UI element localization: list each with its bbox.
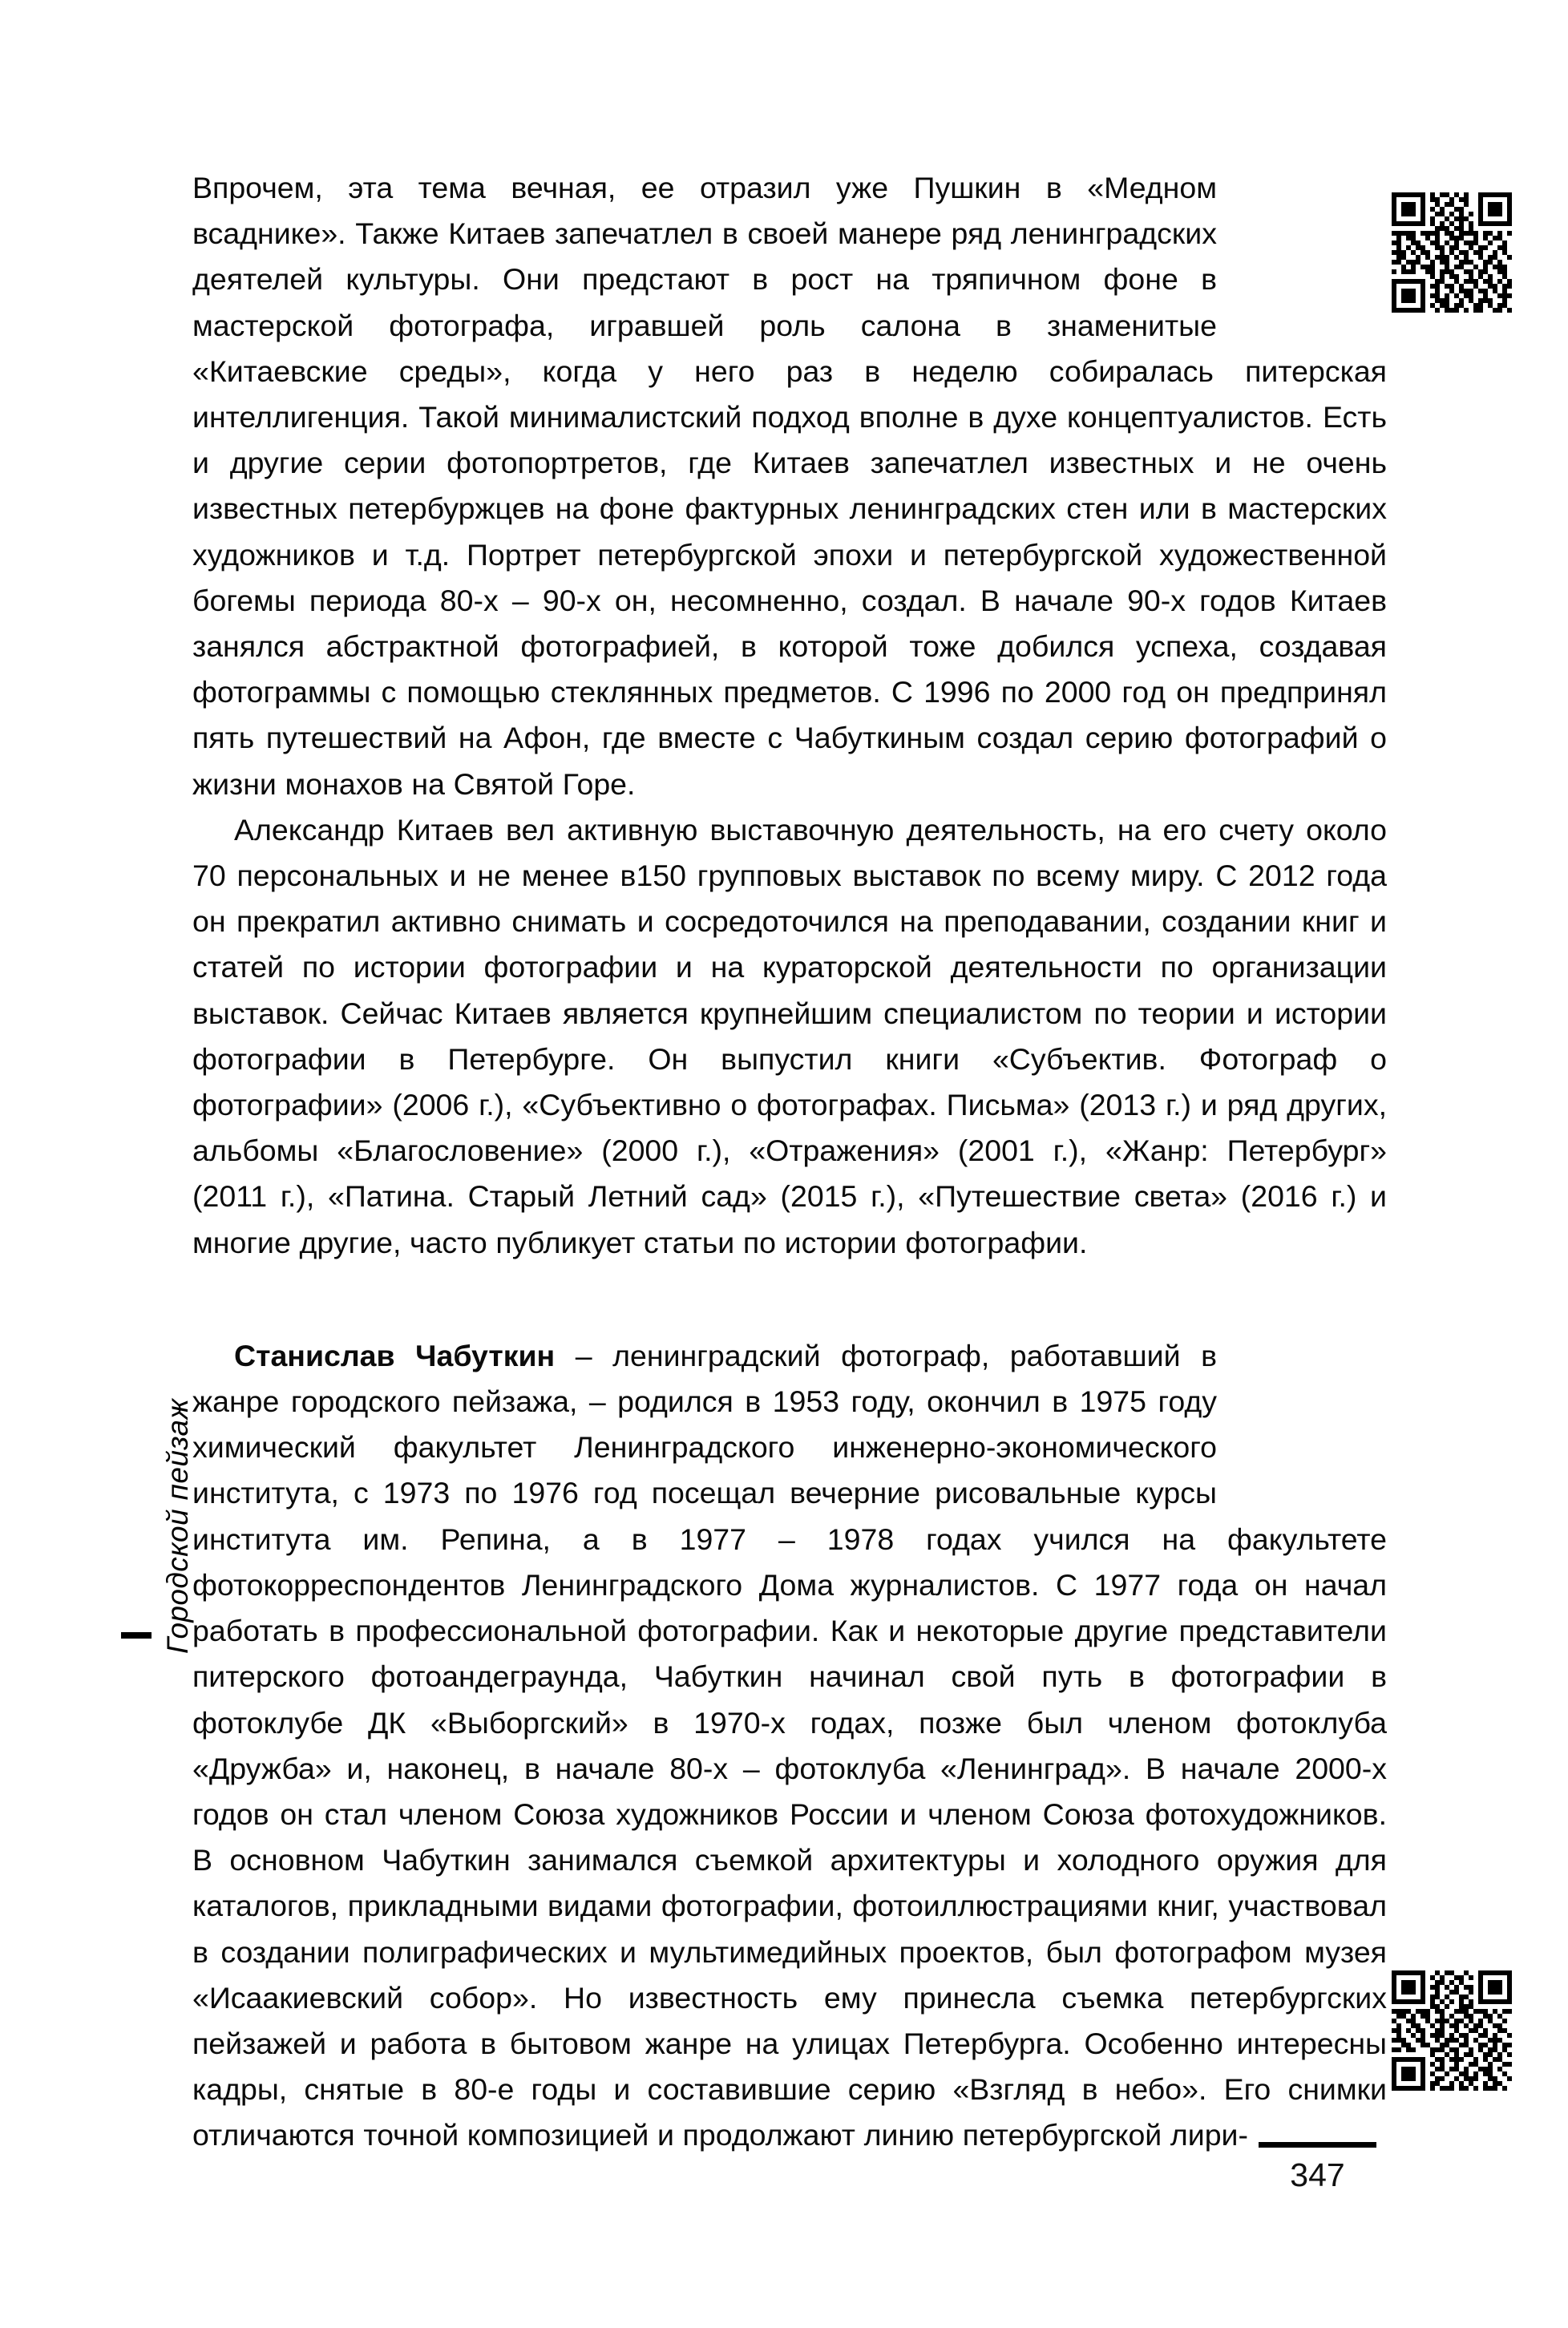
qr-top-flow-spacer	[1217, 165, 1387, 325]
qr-code-bottom-icon	[1392, 1970, 1512, 2091]
paragraph-3	[192, 1333, 1387, 2159]
qr-code-bottom-svg	[1392, 1970, 1512, 2091]
page-number: 347	[1290, 2156, 1345, 2193]
paragraph-2	[192, 807, 1387, 1266]
footer-rule	[1259, 2142, 1376, 2148]
paragraph-1-text: Впрочем, эта тема вечная, ее отразил уже Пушкин в «Медном всаднике». Также Китаев запечатлел в своей манере ряд ленинградских деятелей культуры. Они предстают в рост на тряпичном фоне в мастерской фотографа, игравшей роль салона в знаменитые «Китаевские среды», когда у него раз в неделю собиралась питерская интеллигенция. Такой минималистский подход вполне в духе концептуалистов. Есть и другие серии фотопортретов, где Китаев запечатлел известных и не очень известных петербуржцев на фоне фактурных ленинградских стен или в мастерских художников и т.д. Портрет петербургской эпохи и петербургской художественной богемы периода 80-х – 90-х он, несомненно, создал. В начале 90-х годов Китаев занялся абстрактной фотографией, в которой тоже добился успеха, создавая фотограммы с помощью стеклянных предметов. С 1996 по 2000 год он предпринял пять путешествий на Афон, где вместе с Чабуткиным создал серию фотографий о жизни монахов на Святой Горе.	[192, 171, 1387, 801]
paragraph-3-text: – ленинградский фотограф, работавший в жанре городского пейзажа, – родился в 1953 году, окончил в 1975 году химический факультет Ленинградского инженерно-экономического института, с 1973 по 1976 год посещал вечерние рисовальные курсы института им. Репина, а в 1977 – 1978 годах учился на факультете фотокорреспондентов Ленинградского Дома журналистов. С 1977 года он начал работать в профессиональной фотографии. Как и некоторые другие представители питерского фотоандеграунда, Чабуткин начинал свой путь в фотографии в фотоклубе ДК «Выборгский» в 1970-х годах, позже был членом фотоклуба «Дружба» и, наконец, в начале 80-х – фотоклуба «Ленинград». В начале 2000-х годов он стал членом Союза художников России и членом Союза фотохудожников. В основном Чабуткин занимался съемкой архитектуры и холодного оружия для каталогов, прикладными видами фотографии, фотоиллюстрациями книг, участвовал в создании полиграфических и мультимедийных проектов, был фотографом музея «Исаакиевский собор». Но известность ему принесла съемка петербургских пейзажей и работа в бытовом жанре на улицах Петербурга. Особенно интересны кадры, снятые в 80-е годы и составившие серию «Взгляд в небо». Его снимки отличаются точной композицией и продолжают линию петербургской лири-	[192, 1338, 1387, 2152]
text-column	[192, 165, 1387, 2159]
side-running-head	[96, 1315, 194, 1700]
qr-code-top-icon	[1392, 192, 1512, 313]
qr-bottom-flow-spacer	[1217, 1333, 1387, 1471]
paragraph-1	[192, 165, 1387, 807]
qr-code-top-svg	[1392, 192, 1512, 313]
paragraph-3-lead: Станислав Чабуткин	[234, 1338, 556, 1372]
side-running-head-label: Городской пейзаж	[161, 1398, 194, 1654]
side-rule	[121, 1632, 152, 1639]
paragraph-2-text: Александр Китаев вел активную выставочную деятельность, на его счету около 70 персональных и не менее в150 групповых выставок по всему миру. С 2012 года он прекратил активно снимать и сосредоточился на преподавании, создании книг и статей по истории фотографии и на кураторской деятельности по организации выставок. Сейчас Китаев является крупнейшим специалистом по теории и истории фотографии в Петербурге. Он выпустил книги «Субъектив. Фотограф о фотографии» (2006 г.), «Субъективно о фотографах. Письма» (2013 г.) и ряд других, альбомы «Благословение» (2000 г.), «Отражения» (2001 г.), «Жанр: Петербург» (2011 г.), «Патина. Старый Летний сад» (2015 г.), «Путешествие света» (2016 г.) и многие другие, часто публикует статьи по истории фотографии.	[192, 812, 1387, 1259]
